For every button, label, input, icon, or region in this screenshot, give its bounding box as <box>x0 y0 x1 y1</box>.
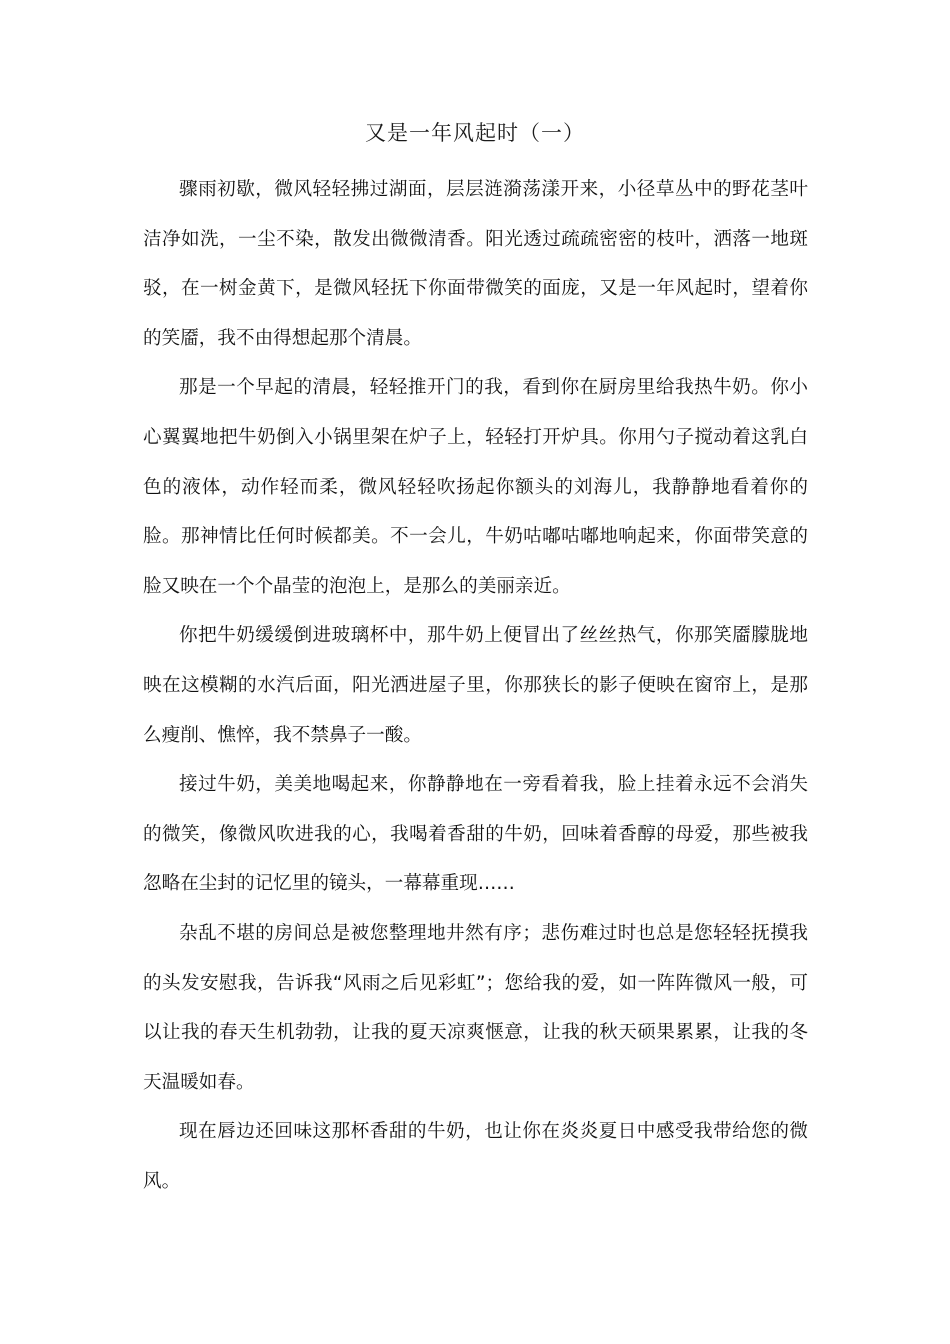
paragraph-3: 你把牛奶缓缓倒进玻璃杯中，那牛奶上便冒出了丝丝热气，你那笑靥朦胧地映在这模糊的水汽后面，阳光洒进屋子里，你那狭长的影子便映在窗帘上，是那么瘦削、憔悴，我不禁鼻子一酸。 <box>143 625 808 746</box>
document-title: 又是一年风起时（一） <box>365 121 585 145</box>
paragraph-6: 现在唇边还回味这那杯香甜的牛奶，也让你在炎炎夏日中感受我带给您的微风。 <box>143 1121 808 1192</box>
document-body <box>143 165 808 1206</box>
paragraph-2: 那是一个早起的清晨，轻轻推开门的我，看到你在厨房里给我热牛奶。你小心翼翼地把牛奶倒入小锅里架在炉子上，轻轻打开炉具。你用勺子搅动着这乳白色的液体，动作轻而柔，微风轻轻吹扬起你额头的刘海儿，我静静地看着你的脸。那神情比任何时候都美。不一会儿，牛奶咕嘟咕嘟地响起来，你面带笑意的脸又映在一个个晶莹的泡泡上，是那么的美丽亲近。 <box>143 377 808 597</box>
paragraph-5: 杂乱不堪的房间总是被您整理地井然有序；悲伤难过时也总是您轻轻抚摸我的头发安慰我，告诉我“风雨之后见彩虹”；您给我的爱，如一阵阵微风一般，可以让我的春天生机勃勃，让我的夏天凉爽惬意，让我的秋天硕果累累，让我的冬天温暖如春。 <box>143 922 808 1093</box>
paragraph-1: 骤雨初歇，微风轻轻拂过湖面，层层涟漪荡漾开来，小径草丛中的野花茎叶洁净如洗，一尘不染，散发出微微清香。阳光透过疏疏密密的枝叶，洒落一地斑驳，在一树金黄下，是微风轻抚下你面带微笑的面庞，又是一年风起时，望着你的笑靥，我不由得想起那个清晨。 <box>143 179 808 349</box>
paragraph-4: 接过牛奶，美美地喝起来，你静静地在一旁看着我，脸上挂着永远不会消失的微笑，像微风吹进我的心，我喝着香甜的牛奶，回味着香醇的母爱，那些被我忽略在尘封的记忆里的镜头，一幕幕重现…… <box>143 774 808 895</box>
